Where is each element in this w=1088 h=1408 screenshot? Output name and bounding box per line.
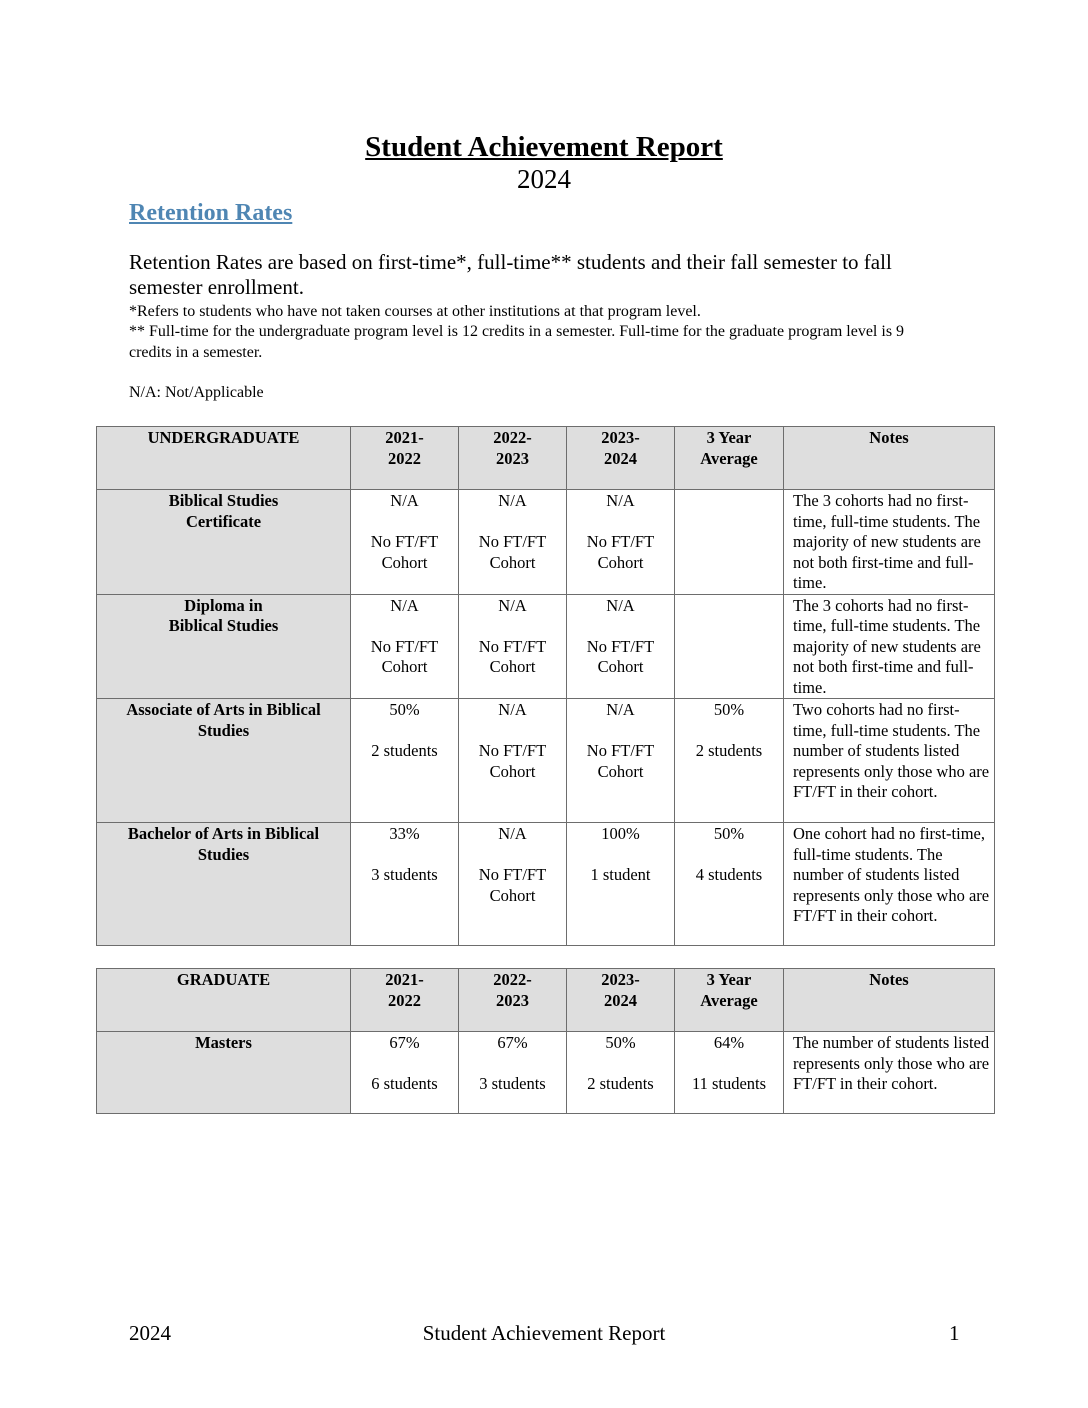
undergraduate-table bbox=[96, 426, 995, 946]
ug-cell-y2021: N/A No FT/FT Cohort bbox=[351, 490, 459, 595]
ug-cell-y2021: 50% 2 students bbox=[351, 699, 459, 823]
intro-text: Retention Rates are based on first-time*, full-time** students and their fall semester to fall semester enrollment. bbox=[129, 250, 892, 299]
footnote-first-time: *Refers to students who have not taken courses at other institutions at that program level. bbox=[129, 303, 701, 320]
ug-cell-program: Biblical Studies Certificate bbox=[97, 490, 351, 595]
ug-header-notes: Notes bbox=[784, 427, 995, 490]
table-row bbox=[97, 1032, 995, 1114]
ug-cell-avg: 50% 4 students bbox=[675, 823, 784, 946]
gr-cell-y2022: 67% 3 students bbox=[459, 1032, 567, 1114]
gr-cell-y2021: 67% 6 students bbox=[351, 1032, 459, 1114]
gr-cell-program: Masters bbox=[97, 1032, 351, 1114]
gr-header-row bbox=[97, 969, 995, 1032]
ug-header-program: UNDERGRADUATE bbox=[97, 427, 351, 490]
ug-cell-y2022: N/A No FT/FT Cohort bbox=[459, 490, 567, 595]
ug-cell-notes: One cohort had no first-time, full-time students. The number of students listed represents only those who are FT/FT in their cohort. bbox=[784, 823, 995, 946]
ug-cell-y2023: N/A No FT/FT Cohort bbox=[567, 594, 675, 699]
ug-cell-y2023: N/A No FT/FT Cohort bbox=[567, 699, 675, 823]
report-title: Student Achievement Report bbox=[365, 131, 723, 163]
section-heading: Retention Rates bbox=[129, 200, 293, 226]
gr-cell-notes: The number of students listed represents only those who are FT/FT in their cohort. bbox=[784, 1032, 995, 1114]
na-note: N/A: Not/Applicable bbox=[129, 384, 264, 401]
ug-cell-program: Associate of Arts in Biblical Studies bbox=[97, 699, 351, 823]
table-row bbox=[97, 823, 995, 946]
footer-title: Student Achievement Report bbox=[422, 1321, 666, 1345]
ug-cell-y2022: N/A No FT/FT Cohort bbox=[459, 823, 567, 946]
ug-header-2022-2023: 2022- 2023 bbox=[459, 427, 567, 490]
gr-header-2022-2023: 2022- 2023 bbox=[459, 969, 567, 1032]
gr-header-program: GRADUATE bbox=[97, 969, 351, 1032]
footnote-full-time: ** Full-time for the undergraduate program level is 12 credits in a semester. Full-time for the graduate program level is 9 credits in a semester. bbox=[129, 323, 905, 361]
gr-cell-avg: 64% 11 students bbox=[675, 1032, 784, 1114]
ug-cell-notes: The 3 cohorts had no first-time, full-time students. The majority of new students are not both first-time and full-time. bbox=[784, 490, 995, 595]
ug-cell-avg: 50% 2 students bbox=[675, 699, 784, 823]
gr-header-3-year-average: 3 Year Average bbox=[675, 969, 784, 1032]
gr-header-notes: Notes bbox=[784, 969, 995, 1032]
ug-cell-y2021: 33% 3 students bbox=[351, 823, 459, 946]
footer-page-number: 1 bbox=[949, 1321, 960, 1345]
ug-cell-program: Diploma in Biblical Studies bbox=[97, 594, 351, 699]
ug-cell-y2022: N/A No FT/FT Cohort bbox=[459, 699, 567, 823]
ug-cell-y2023: 100% 1 student bbox=[567, 823, 675, 946]
ug-header-2021-2022: 2021- 2022 bbox=[351, 427, 459, 490]
ug-cell-avg bbox=[675, 594, 784, 699]
report-year: 2024 bbox=[517, 164, 571, 194]
ug-cell-y2022: N/A No FT/FT Cohort bbox=[459, 594, 567, 699]
gr-cell-y2023: 50% 2 students bbox=[567, 1032, 675, 1114]
table-row bbox=[97, 699, 995, 823]
table-row bbox=[97, 594, 995, 699]
ug-header-row bbox=[97, 427, 995, 490]
ug-cell-y2021: N/A No FT/FT Cohort bbox=[351, 594, 459, 699]
footer-year: 2024 bbox=[129, 1321, 171, 1345]
ug-cell-avg bbox=[675, 490, 784, 595]
gr-header-2021-2022: 2021- 2022 bbox=[351, 969, 459, 1032]
ug-cell-notes: The 3 cohorts had no first-time, full-time students. The majority of new students are not both first-time and full-time. bbox=[784, 594, 995, 699]
gr-header-2023-2024: 2023- 2024 bbox=[567, 969, 675, 1032]
ug-cell-notes: Two cohorts had no first-time, full-time students. The number of students listed represents only those who are FT/FT in their cohort. bbox=[784, 699, 995, 823]
ug-cell-y2023: N/A No FT/FT Cohort bbox=[567, 490, 675, 595]
ug-header-2023-2024: 2023- 2024 bbox=[567, 427, 675, 490]
ug-header-3-year-average: 3 Year Average bbox=[675, 427, 784, 490]
graduate-table bbox=[96, 968, 995, 1114]
ug-cell-program: Bachelor of Arts in Biblical Studies bbox=[97, 823, 351, 946]
table-row bbox=[97, 490, 995, 595]
